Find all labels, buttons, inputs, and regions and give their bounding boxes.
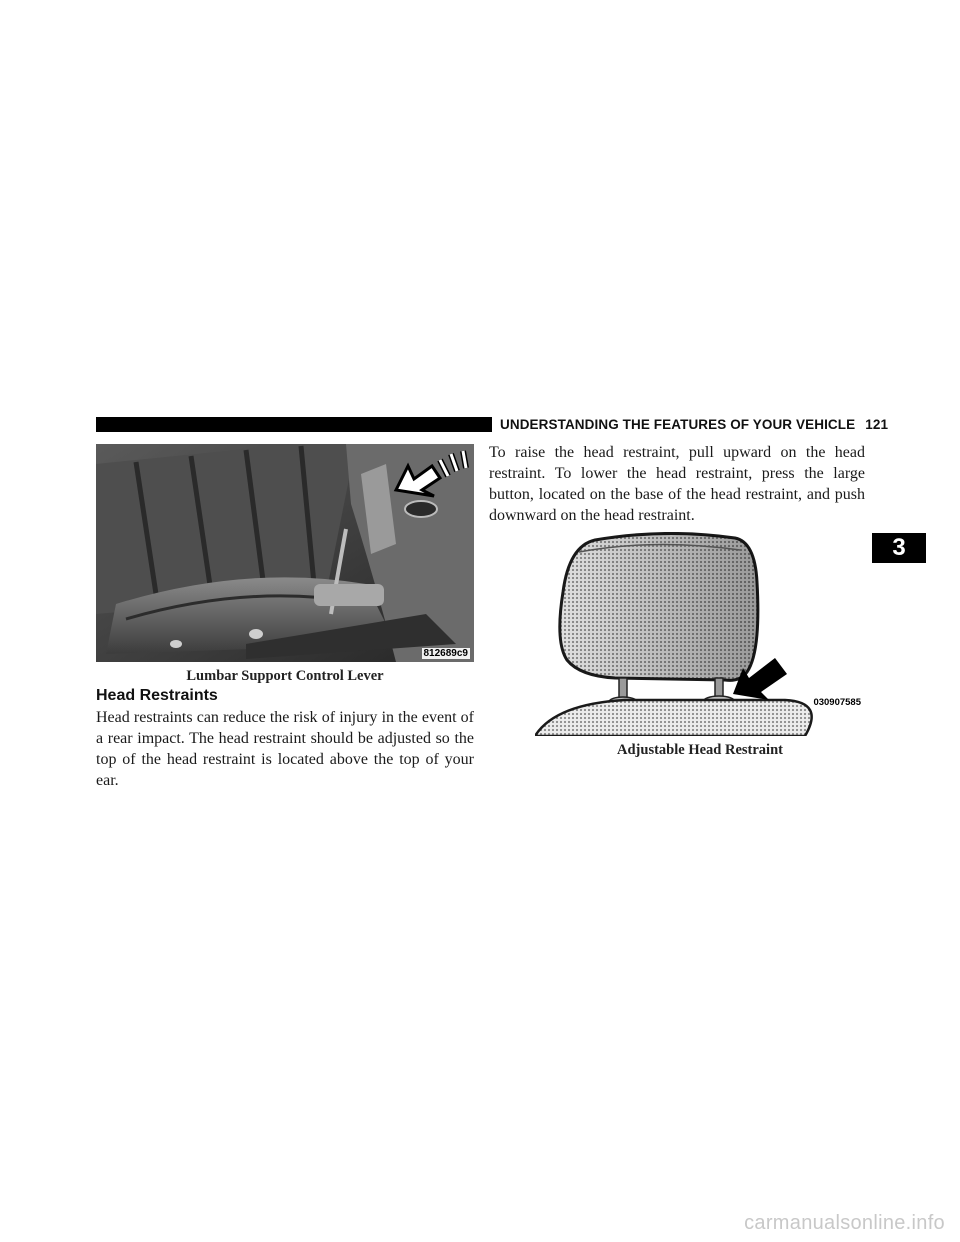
header-rule	[96, 417, 492, 432]
seat-illustration	[96, 444, 474, 662]
watermark: carmanualsonline.info	[744, 1212, 945, 1234]
chapter-tab: 3	[872, 533, 926, 563]
page-number: 121	[865, 417, 889, 432]
figure-caption: Lumbar Support Control Lever	[186, 668, 384, 684]
lumbar-support-photo	[96, 444, 474, 662]
running-header	[500, 416, 889, 433]
figure-code: 812689c9	[423, 648, 468, 659]
body-paragraph: To raise the head restraint, pull upward on the head restraint. To lower the head restraint, press the large button, located on the base of the head restraint, and push downward on the head restraint.	[489, 444, 865, 524]
figure-caption: Adjustable Head Restraint	[617, 742, 783, 758]
body-paragraph: Head restraints can reduce the risk of injury in the event of a rear impact. The head restraint should be adjusted so the top of the head restraint is located above the top of your ear.	[96, 709, 474, 789]
section-heading: Head Restraints	[96, 687, 218, 704]
header-title: UNDERSTANDING THE FEATURES OF YOUR VEHICLE	[500, 417, 856, 432]
figure-code: 030907585	[813, 697, 861, 708]
head-restraint-illustration	[535, 532, 865, 736]
